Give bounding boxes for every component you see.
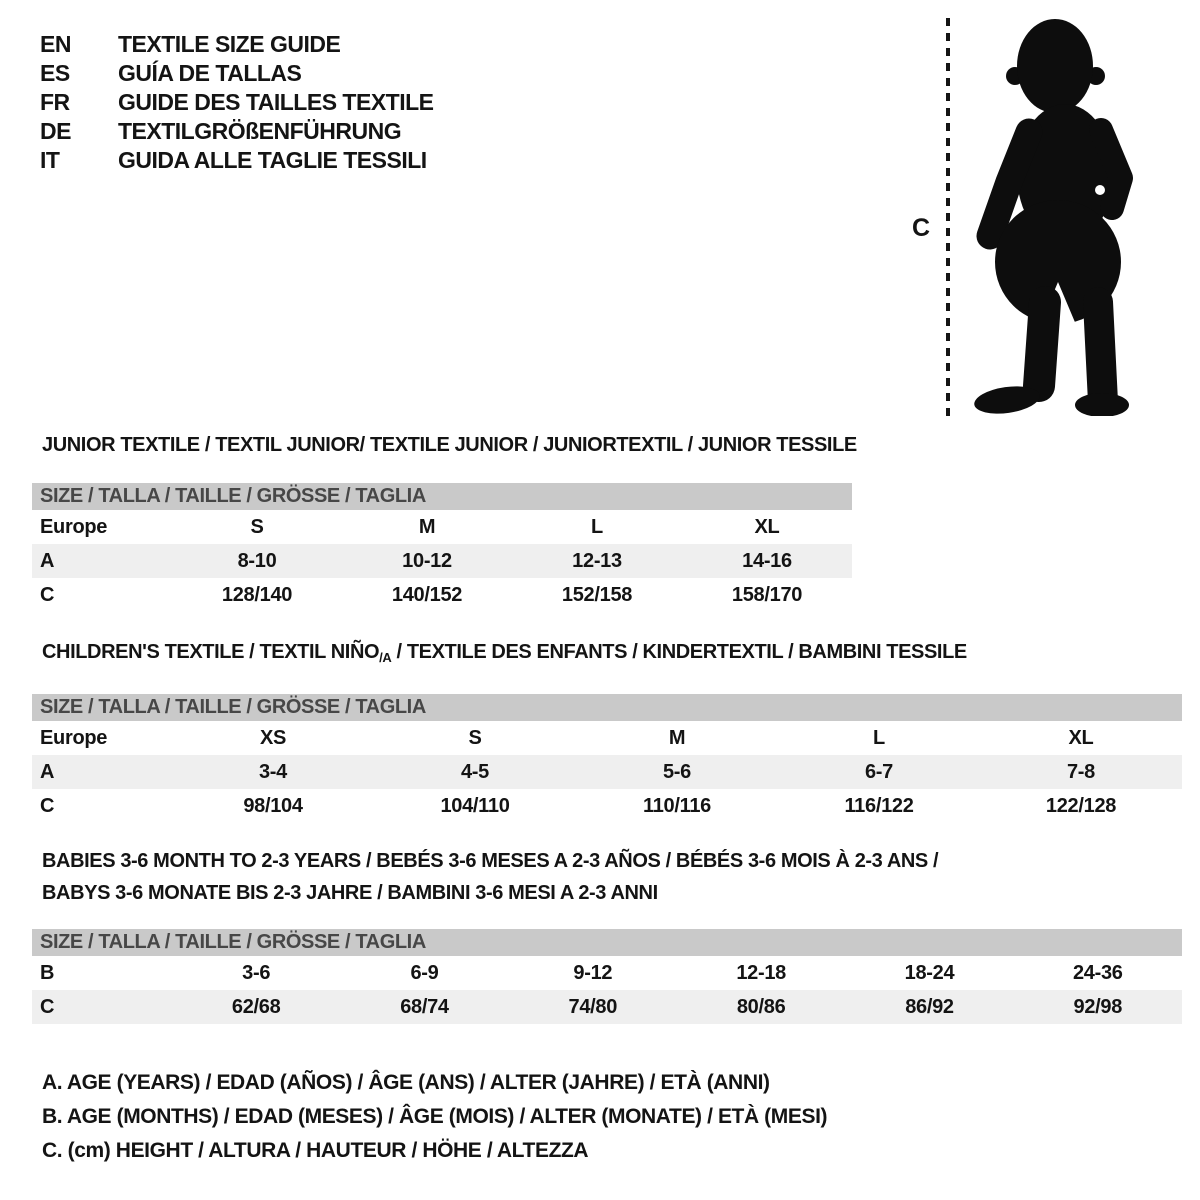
children-section-title bbox=[42, 641, 967, 665]
table-cell: 122/128 bbox=[1045, 794, 1117, 817]
table-row bbox=[32, 510, 852, 544]
table-row bbox=[32, 544, 852, 578]
table-cell: M bbox=[418, 515, 436, 538]
table-cell: 68/74 bbox=[400, 995, 449, 1018]
height-measure-dashed-line bbox=[946, 18, 950, 416]
footnote-line: A. AGE (YEARS) / EDAD (AÑOS) / ÂGE (ANS) / ALTER (JAHRE) / ETÀ (ANNI) bbox=[42, 1071, 770, 1094]
table-cell: S bbox=[250, 515, 264, 538]
junior-size-table bbox=[32, 483, 852, 612]
language-code: IT bbox=[40, 147, 60, 173]
language-row bbox=[40, 117, 434, 146]
table-cell: 158/170 bbox=[731, 583, 803, 606]
size-table-header: SIZE / TALLA / TAILLE / GRÖSSE / TAGLIA bbox=[32, 694, 1182, 721]
babies-size-table bbox=[32, 929, 1182, 1024]
junior-section-title: JUNIOR TEXTILE / TEXTIL JUNIOR/ TEXTILE JUNIOR / JUNIORTEXTIL / JUNIOR TESSILE bbox=[42, 434, 857, 456]
language-code: ES bbox=[40, 60, 70, 86]
language-row bbox=[40, 88, 434, 117]
table-cell: XS bbox=[259, 726, 287, 749]
table-cell: 12-13 bbox=[572, 549, 622, 572]
table-cell: L bbox=[873, 726, 885, 749]
row-label: A bbox=[40, 760, 55, 783]
footnote-line: C. (cm) HEIGHT / ALTURA / HAUTEUR / HÖHE / ALTEZZA bbox=[42, 1139, 589, 1162]
table-cell: 128/140 bbox=[221, 583, 293, 606]
table-cell: 6-9 bbox=[410, 961, 439, 984]
table-cell: XL bbox=[1068, 726, 1094, 749]
children-title-text: CHILDREN'S TEXTILE / TEXTIL NIÑO bbox=[42, 641, 380, 663]
table-cell: 10-12 bbox=[402, 549, 452, 572]
table-row bbox=[32, 789, 1182, 823]
table-row bbox=[32, 755, 1182, 789]
table-cell: 4-5 bbox=[460, 760, 489, 783]
table-cell: 8-10 bbox=[237, 549, 277, 572]
language-row bbox=[40, 30, 434, 59]
children-size-table bbox=[32, 694, 1182, 823]
table-cell: 62/68 bbox=[231, 995, 281, 1018]
table-cell: XL bbox=[754, 515, 780, 538]
measure-label-c: C bbox=[912, 214, 931, 242]
babies-title-line1: BABIES 3-6 MONTH TO 2-3 YEARS / BEBÉS 3-6 MESES A 2-3 AÑOS / BÉBÉS 3-6 MOIS À 2-3 ANS / bbox=[42, 850, 939, 872]
language-list bbox=[40, 30, 434, 175]
table-cell: 18-24 bbox=[904, 961, 955, 984]
table-cell: 3-6 bbox=[242, 961, 271, 984]
table-cell: 86/92 bbox=[905, 995, 954, 1018]
children-title-subscript: /A bbox=[379, 650, 392, 665]
toddler-silhouette-icon bbox=[963, 14, 1138, 416]
row-label: Europe bbox=[40, 515, 108, 538]
table-cell: 9-12 bbox=[573, 961, 613, 984]
table-row bbox=[32, 578, 852, 612]
row-label: C bbox=[40, 995, 55, 1018]
table-cell: 110/116 bbox=[643, 794, 711, 817]
footnotes bbox=[42, 1066, 827, 1168]
table-cell: 74/80 bbox=[568, 995, 618, 1018]
language-code: EN bbox=[40, 31, 71, 57]
table-cell: 92/98 bbox=[1073, 995, 1123, 1018]
language-title: TEXTILE SIZE GUIDE bbox=[118, 31, 341, 57]
table-cell: 12-18 bbox=[736, 961, 786, 984]
table-cell: 6-7 bbox=[864, 760, 893, 783]
table-cell: 80/86 bbox=[736, 995, 786, 1018]
size-table-header: SIZE / TALLA / TAILLE / GRÖSSE / TAGLIA bbox=[32, 929, 1182, 956]
table-cell: 140/152 bbox=[391, 583, 463, 606]
row-label: C bbox=[40, 794, 55, 817]
table-row bbox=[32, 956, 1182, 990]
babies-title-line2: BABYS 3-6 MONATE BIS 2-3 JAHRE / BAMBINI 3-6 MESI A 2-3 ANNI bbox=[42, 882, 658, 904]
language-title: GUIDA ALLE TAGLIE TESSILI bbox=[118, 147, 427, 173]
size-table-header: SIZE / TALLA / TAILLE / GRÖSSE / TAGLIA bbox=[32, 483, 852, 510]
table-cell: 24-36 bbox=[1072, 961, 1123, 984]
table-cell: 98/104 bbox=[243, 794, 303, 817]
table-row bbox=[32, 990, 1182, 1024]
table-row bbox=[32, 721, 1182, 755]
table-cell: S bbox=[468, 726, 482, 749]
babies-section-title bbox=[42, 845, 1042, 909]
row-label: C bbox=[40, 583, 55, 606]
table-cell: 104/110 bbox=[440, 794, 510, 817]
language-row bbox=[40, 146, 434, 175]
language-code: DE bbox=[40, 118, 71, 144]
children-title-text-cont: / TEXTILE DES ENFANTS / KINDERTEXTIL / BAMBINI TESSILE bbox=[391, 641, 967, 663]
table-cell: 14-16 bbox=[742, 549, 792, 572]
table-cell: 5-6 bbox=[662, 760, 691, 783]
table-cell: 152/158 bbox=[561, 583, 633, 606]
footnote-line: B. AGE (MONTHS) / EDAD (MESES) / ÂGE (MOIS) / ALTER (MONATE) / ETÀ (MESI) bbox=[42, 1105, 828, 1128]
language-code: FR bbox=[40, 89, 70, 115]
table-cell: 7-8 bbox=[1066, 760, 1095, 783]
table-cell: L bbox=[591, 515, 603, 538]
language-row bbox=[40, 59, 434, 88]
language-title: GUÍA DE TALLAS bbox=[118, 60, 302, 86]
table-cell: 116/122 bbox=[844, 794, 914, 817]
row-label: A bbox=[40, 549, 55, 572]
table-cell: 3-4 bbox=[258, 760, 287, 783]
language-title: TEXTILGRÖßENFÜHRUNG bbox=[118, 118, 402, 144]
table-cell: M bbox=[668, 726, 686, 749]
row-label: Europe bbox=[40, 726, 108, 749]
language-title: GUIDE DES TAILLES TEXTILE bbox=[118, 89, 434, 115]
row-label: B bbox=[40, 961, 55, 984]
